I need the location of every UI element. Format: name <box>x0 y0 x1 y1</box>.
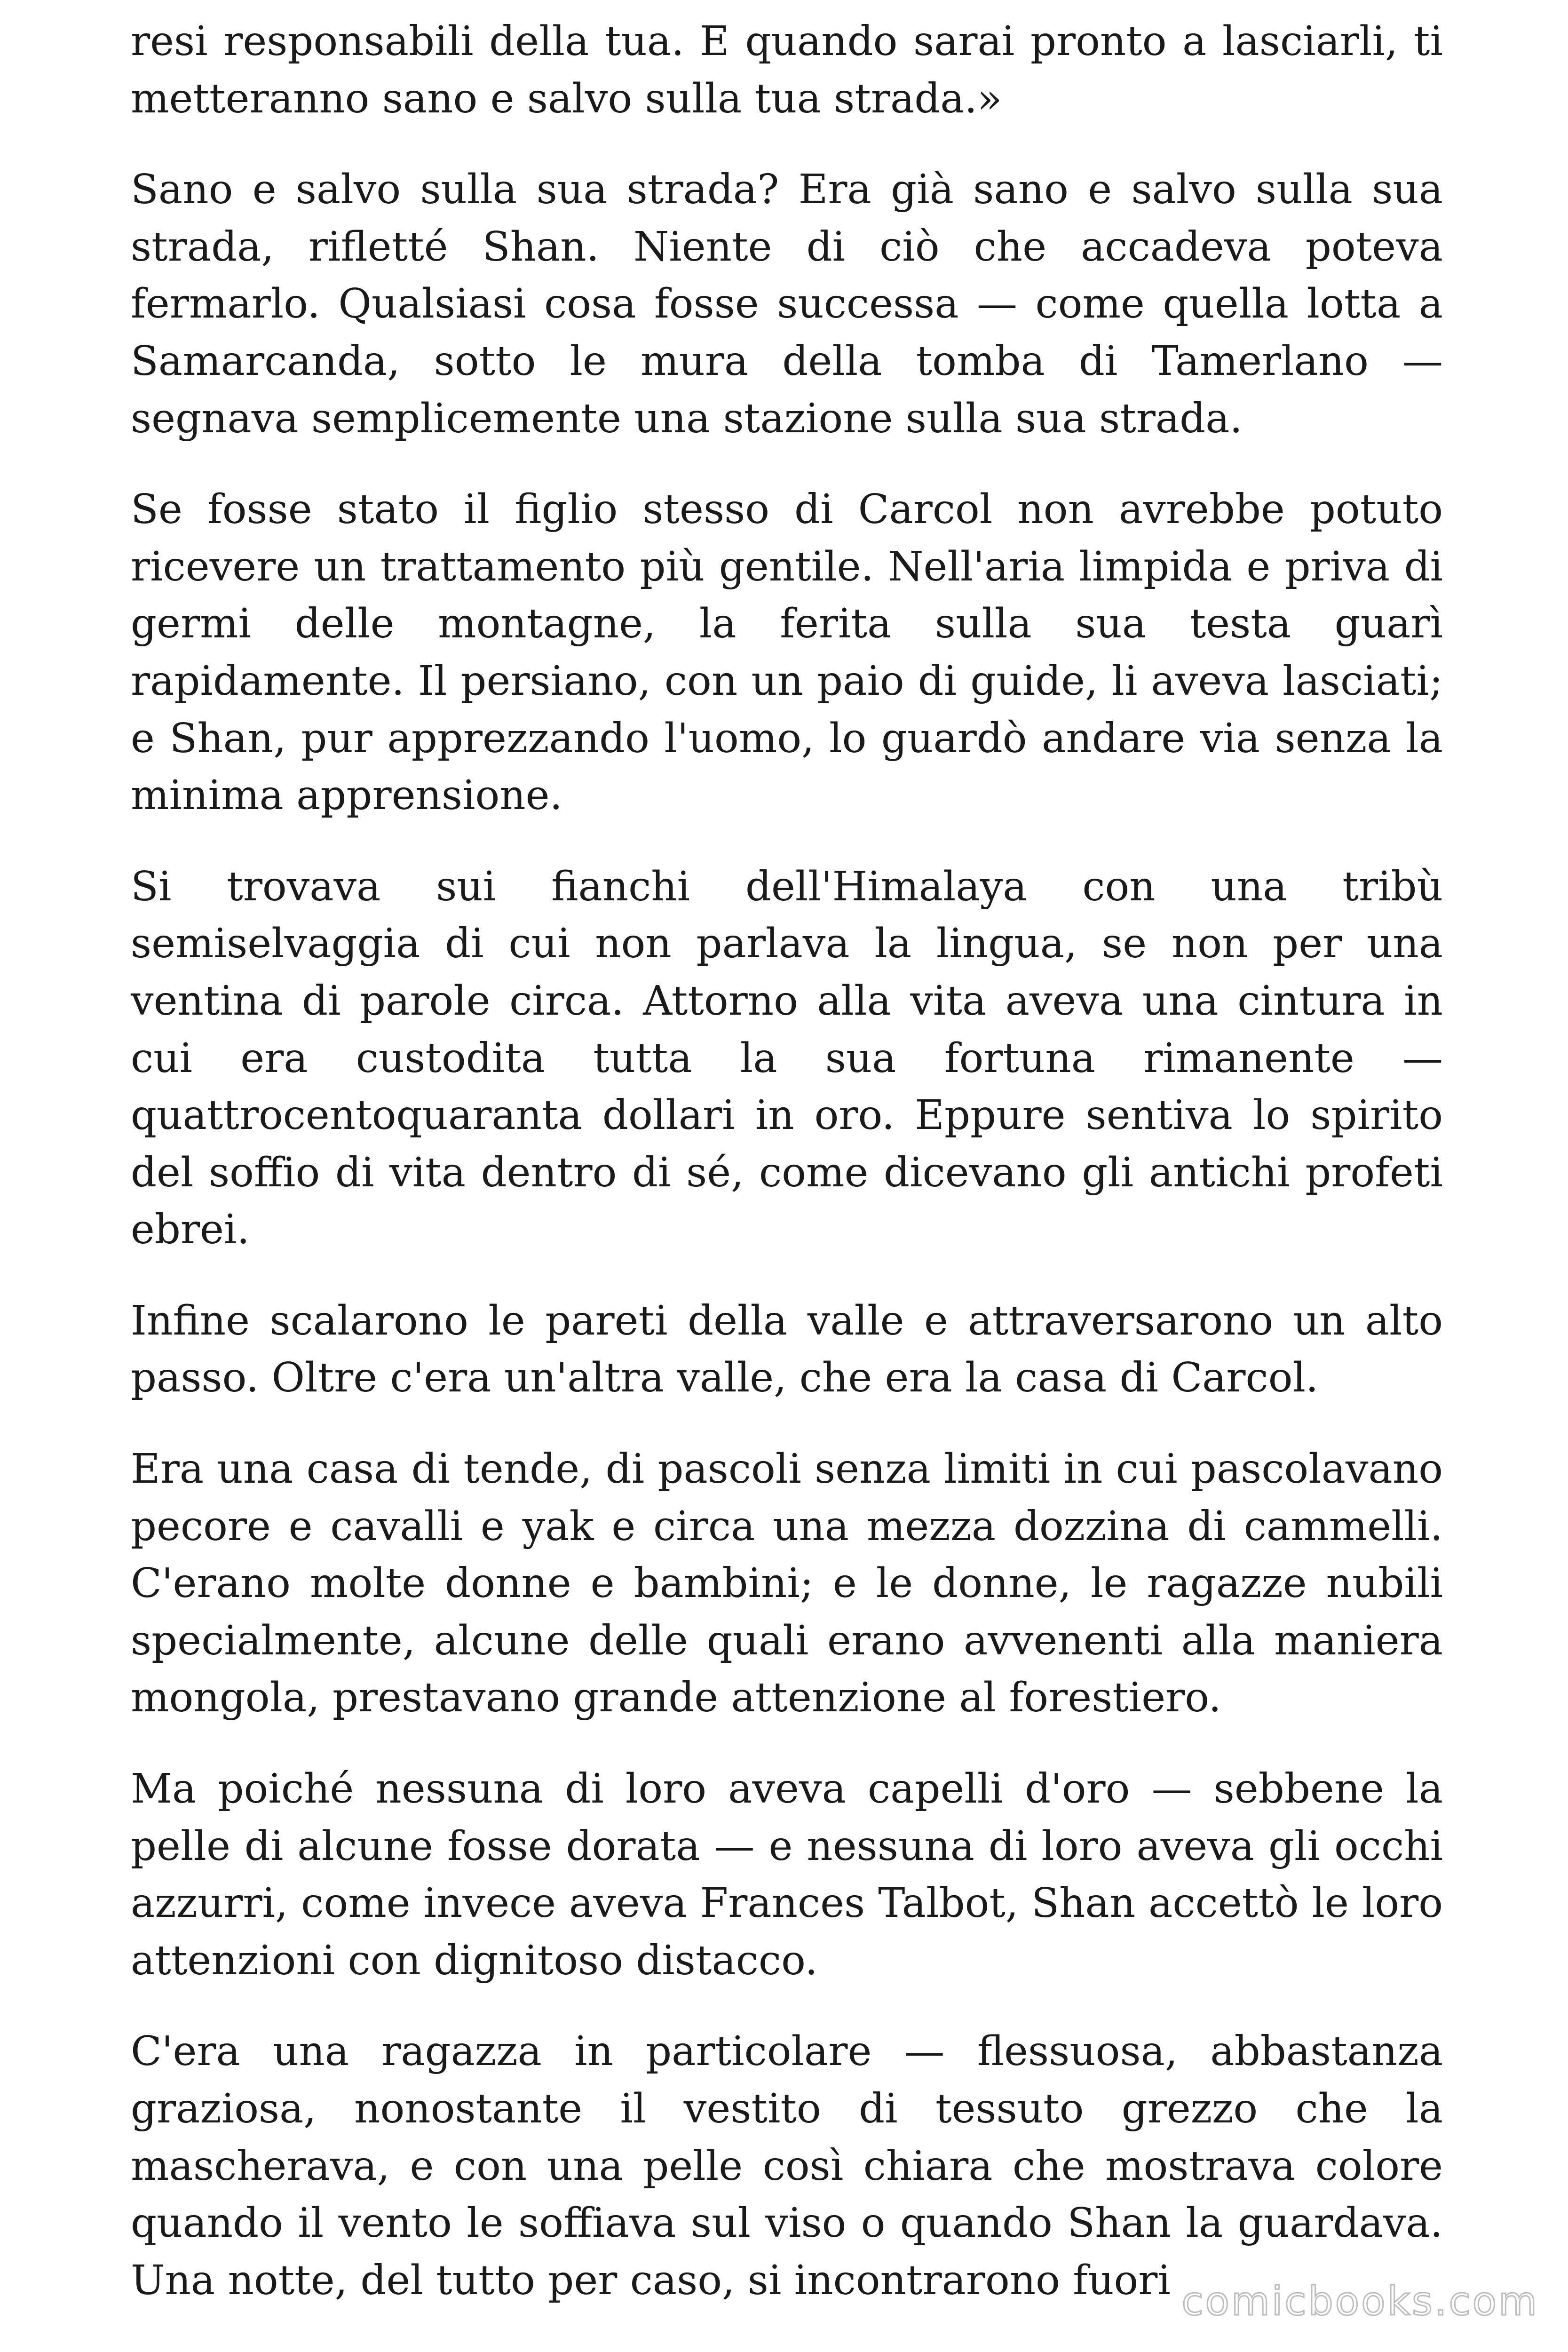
book-page-text <box>131 13 1443 2343</box>
paragraph: Era una casa di tende, di pascoli senza limiti in cui pascolavano pecore e cavalli e yak e circa una mezza dozzina di cammelli. C'erano molte donne e bambini; e le donne, le ragazze nubili specialmente, alcune delle quali erano avvenenti alla maniera mongola, prestavano grande attenzione al forestiero. <box>131 1446 1443 1722</box>
paragraph: Se fosse stato il figlio stesso di Carcol non avrebbe potuto ricevere un trattamento più gentile. Nell'aria limpida e priva di germi delle montagne, la ferita sulla sua testa guarì rapidamente. Il persiano, con un paio di guide, li aveva lasciati; e Shan, pur apprezzando l'uomo, lo guardò andare via senza la minima apprensione. <box>131 486 1443 819</box>
paragraph: Ma poiché nessuna di loro aveva capelli d'oro — sebbene la pelle di alcune fosse dorata — e nessuna di loro aveva gli occhi azzurri, come invece aveva Frances Talbot, Shan accettò le loro attenzioni con dignitoso distacco. <box>131 1765 1443 1984</box>
watermark: comicbooks.com <box>1181 2278 1539 2324</box>
paragraph: Sano e salvo sulla sua strada? Era già sano e salvo sulla sua strada, rifletté Shan. Niente di ciò che accadeva poteva fermarlo. Qualsiasi cosa fosse successa — come quella lotta a Samarcanda, sotto le mura della tomba di Tamerlano — segnava semplicemente una stazione sulla sua strada. <box>131 166 1443 442</box>
paragraph: Infine scalarono le pareti della valle e attraversarono un alto passo. Oltre c'era un'altra valle, che era la casa di Carcol. <box>131 1297 1443 1402</box>
paragraph: C'era una ragazza in particolare — flessuosa, abbastanza graziosa, nonostante il vestito di tessuto grezzo che la mascherava, e con una pelle così chiara che mostrava colore quando il vento le soffiava sul viso o quando Shan la guardava. Una notte, del tutto per caso, si incontrarono fuori <box>131 2028 1443 2304</box>
paragraph: resi responsabili della tua. E quando sarai pronto a lasciarli, ti metteranno sano e salvo sulla tua strada.» <box>131 18 1443 122</box>
paragraph: Si trovava sui fianchi dell'Himalaya con una tribù semiselvaggia di cui non parlava la lingua, se non per una ventina di parole circa. Attorno alla vita aveva una cintura in cui era custodita tutta la sua fortuna rimanente — quattrocentoquaranta dollari in oro. Eppure sentiva lo spirito del soffio di vita dentro di sé, come dicevano gli antichi profeti ebrei. <box>131 863 1443 1254</box>
